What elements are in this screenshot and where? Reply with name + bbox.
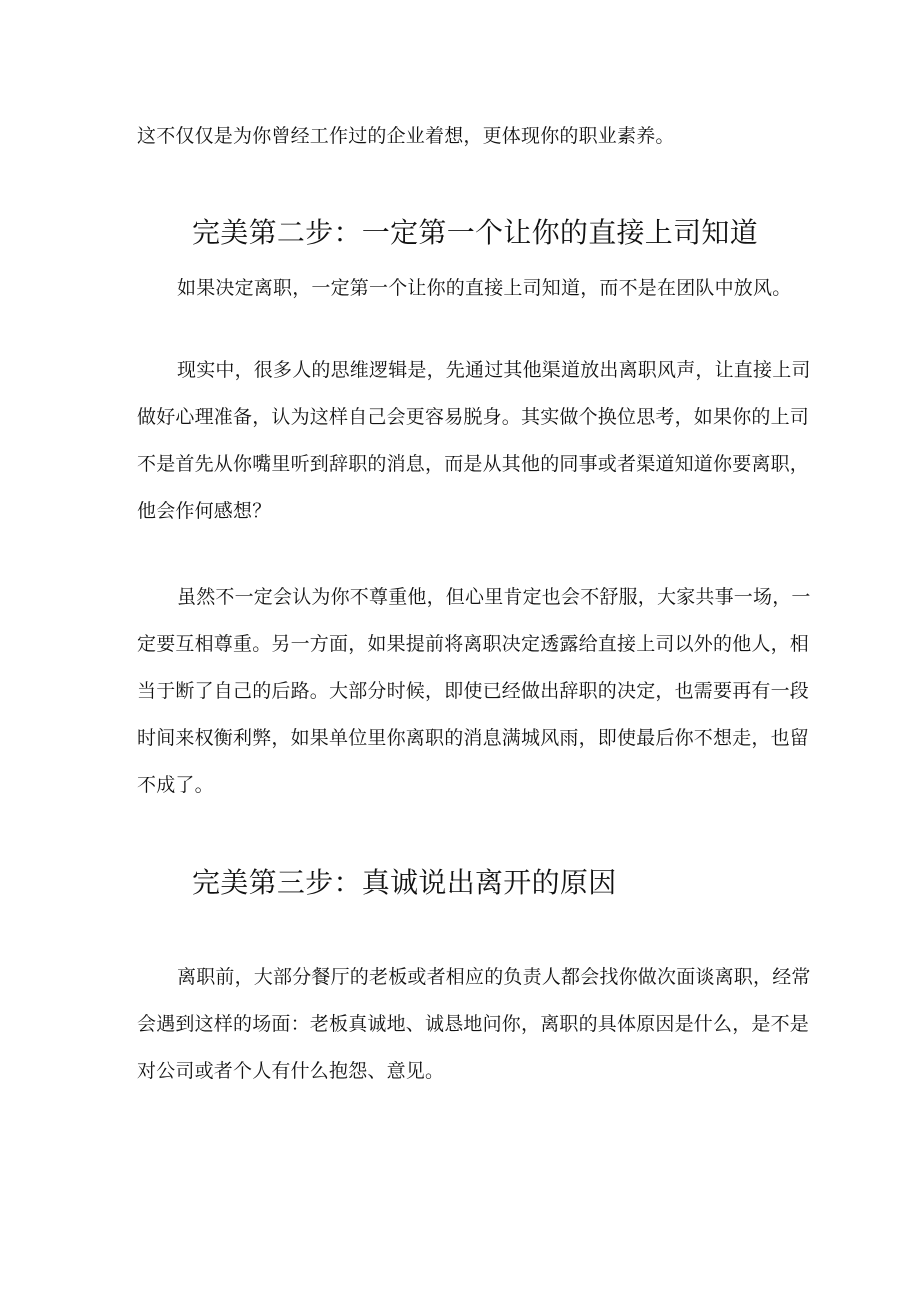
- paragraph-line: 当于断了自己的后路。大部分时候，即使已经做出辞职的决定，也需要再有一段: [137, 680, 810, 702]
- section-3-heading: 完美第三步：真诚说出离开的原因: [192, 866, 617, 899]
- paragraph-line: 不是首先从你嘴里听到辞职的消息，而是从其他的同事或者渠道知道你要离职，: [137, 453, 810, 475]
- paragraph-line: 做好心理准备，认为这样自己会更容易脱身。其实做个换位思考，如果你的上司: [137, 406, 810, 428]
- paragraph-line: 时间来权衡利弊，如果单位里你离职的消息满城风雨，即使最后你不想走，也留: [137, 727, 810, 749]
- paragraph-line: 现实中，很多人的思维逻辑是，先通过其他渠道放出离职风声，让直接上司: [177, 359, 811, 381]
- section-2-heading: 完美第二步：一定第一个让你的直接上司知道: [192, 216, 759, 249]
- paragraph-line: 离职前，大部分餐厅的老板或者相应的负责人都会找你做次面谈离职，经常: [177, 966, 811, 988]
- paragraph-line: 不成了。: [137, 774, 214, 796]
- paragraph-line: 虽然不一定会认为你不尊重他，但心里肯定也会不舒服，大家共事一场，一: [177, 586, 811, 608]
- paragraph-line: 定要互相尊重。另一方面，如果提前将离职决定透露给直接上司以外的他人，相: [137, 633, 810, 655]
- section-2-paragraph-1: 如果决定离职，一定第一个让你的直接上司知道，而不是在团队中放风。: [177, 277, 792, 299]
- paragraph-line: 对公司或者个人有什么抱怨、意见。: [137, 1060, 445, 1082]
- paragraph-line: 他会作何感想？: [137, 500, 272, 522]
- paragraph-line: 会遇到这样的场面：老板真诚地、诚恳地问你，离职的具体原因是什么，是不是: [137, 1013, 810, 1035]
- intro-line: 这不仅仅是为你曾经工作过的企业着想，更体现你的职业素养。: [137, 125, 675, 147]
